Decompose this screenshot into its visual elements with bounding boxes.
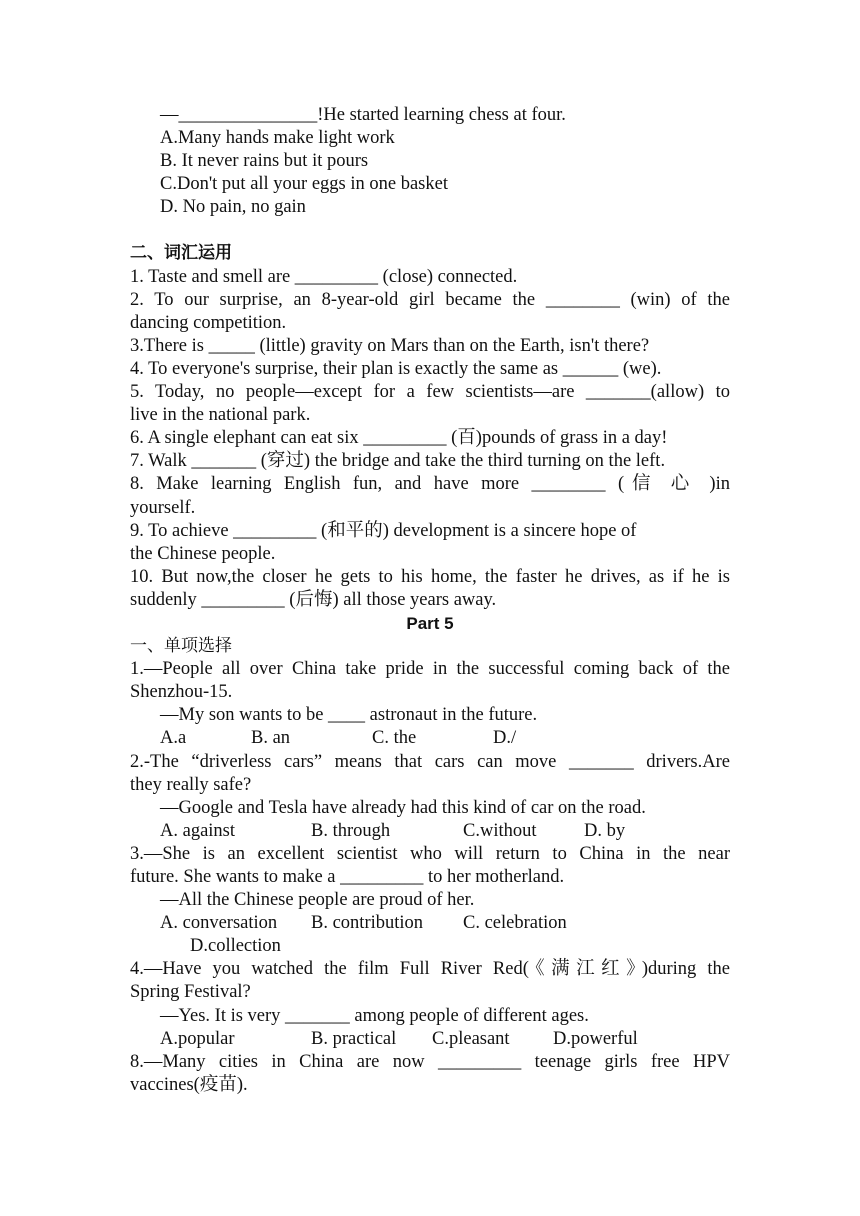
question-stem: —_______________!He started learning chess at four.	[160, 105, 566, 125]
section-heading-vocab: 二、词汇运用	[130, 243, 232, 264]
vocab-item-8-line-1: 8. Make learning English fun, and have more ________ (信 心 )in	[130, 474, 730, 495]
vocab-item-6: 6. A single elephant can eat six _________ (百)pounds of grass in a day!	[130, 428, 668, 449]
q1-line-1: 1.—People all over China take pride in the successful coming back of the	[130, 659, 730, 680]
vocab-item-10-line-1: 10. But now,the closer he gets to his home, the faster he drives, as if he is	[130, 566, 730, 587]
part-title: Part 5	[406, 613, 454, 633]
spacer	[130, 219, 730, 242]
q1-options	[130, 727, 730, 750]
vocab-item-1: 1. Taste and smell are _________ (close) connected.	[130, 266, 518, 287]
q4-option-c: C.pleasant	[432, 1028, 510, 1049]
option-c: C.Don't put all your eggs in one basket	[160, 174, 448, 195]
q4-option-a: A.popular	[160, 1028, 235, 1049]
q3-reply: —All the Chinese people are proud of her.	[160, 890, 475, 911]
q4-line-1: 4.—Have you watched the film Full River Red(《满江红》)during the	[130, 959, 730, 980]
q3-options	[130, 912, 730, 935]
vocab-item-9-line-1: 9. To achieve _________ (和平的) development is a sincere hope of	[130, 520, 637, 541]
vocab-item-5-line-1: 5. Today, no people—except for a few scientists—are _______(allow) to	[130, 382, 730, 403]
q4-reply: —Yes. It is very _______ among people of different ages.	[160, 1005, 589, 1026]
q4-option-b: B. practical	[311, 1028, 397, 1049]
q1-option-b: B. an	[251, 728, 291, 749]
vocab-item-4: 4. To everyone's surprise, their plan is exactly the same as ______ (we).	[130, 358, 662, 379]
option-b: B. It never rains but it pours	[160, 151, 369, 172]
q2-options	[130, 820, 730, 843]
q3-option-d: D.collection	[190, 936, 281, 957]
q2-option-a: A. against	[160, 820, 236, 841]
q4-options	[130, 1028, 730, 1051]
q1-reply: —My son wants to be ____ astronaut in the future.	[160, 705, 538, 726]
q8-line-2: vaccines(疫苗).	[130, 1074, 248, 1095]
vocab-item-9-line-2: the Chinese people.	[130, 543, 276, 564]
vocab-item-5-line-2: live in the national park.	[130, 405, 311, 426]
option-d: D. No pain, no gain	[160, 197, 306, 218]
q3-option-c: C. celebration	[463, 913, 567, 934]
q2-option-c: C.without	[463, 820, 537, 841]
q1-option-d: D./	[493, 728, 517, 749]
q1-option-c: C. the	[372, 728, 417, 749]
q1-line-2: Shenzhou-15.	[130, 682, 233, 703]
q3-option-b: B. contribution	[311, 913, 424, 934]
vocab-item-7: 7. Walk _______ (穿过) the bridge and take the third turning on the left.	[130, 451, 666, 472]
q4-line-2: Spring Festival?	[130, 982, 251, 1003]
vocab-item-10-line-2: suddenly _________ (后悔) all those years away.	[130, 589, 497, 610]
section-heading-choice: 一、单项选择	[130, 636, 232, 657]
vocab-item-2-line-1: 2. To our surprise, an 8-year-old girl became the ________ (win) of the	[130, 289, 730, 310]
q2-line-2: they really safe?	[130, 774, 252, 795]
option-a: A.Many hands make light work	[160, 128, 395, 149]
q3-line-2: future. She wants to make a _________ to her motherland.	[130, 867, 565, 887]
q1-option-a: A.a	[160, 728, 187, 749]
vocab-item-2-line-2: dancing competition.	[130, 312, 287, 333]
vocab-item-8-line-2: yourself.	[130, 497, 196, 518]
vocab-item-3: 3.There is _____ (little) gravity on Mars than on the Earth, isn't there?	[130, 335, 650, 356]
document-page	[130, 104, 730, 1097]
q2-option-d: D. by	[584, 820, 626, 841]
q2-option-b: B. through	[311, 820, 391, 841]
q2-line-1: 2.-The “driverless cars” means that cars can move _______ drivers.Are	[130, 751, 730, 772]
q3-line-1: 3.—She is an excellent scientist who will return to China in the near	[130, 843, 730, 864]
q3-option-a: A. conversation	[160, 913, 278, 934]
q8-line-1: 8.—Many cities in China are now _________ teenage girls free HPV	[130, 1051, 730, 1072]
q2-reply: —Google and Tesla have already had this kind of car on the road.	[160, 797, 646, 818]
q4-option-d: D.powerful	[553, 1028, 638, 1049]
